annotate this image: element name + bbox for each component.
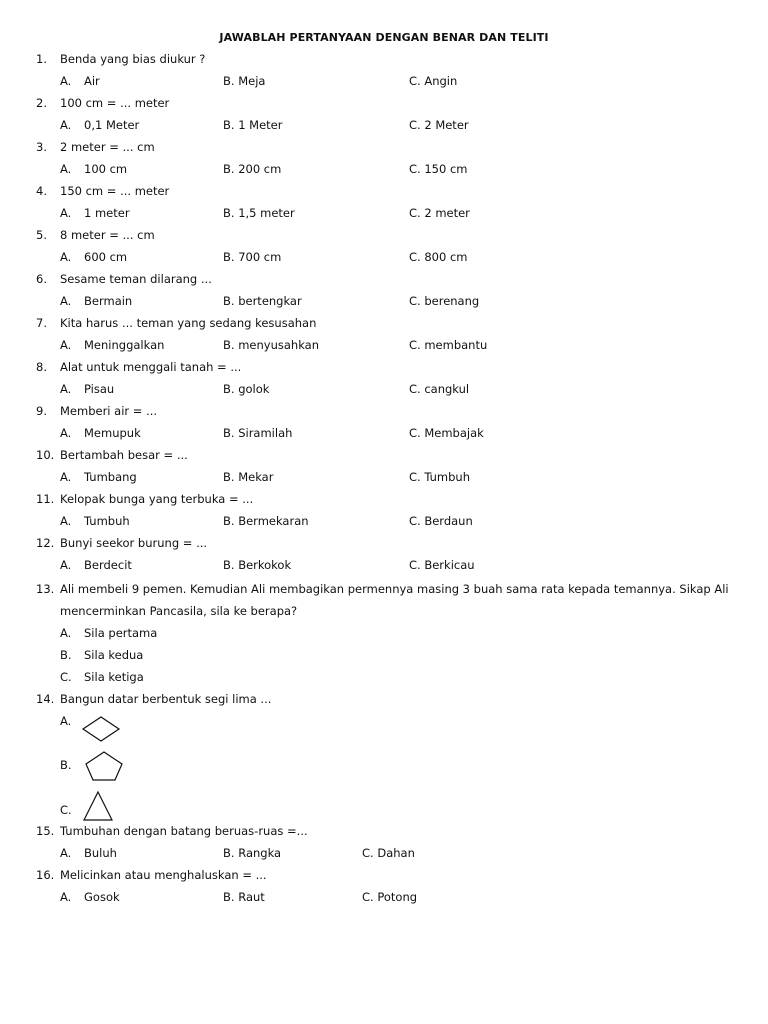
q5-option-a xyxy=(60,248,127,266)
question-text: Bunyi seekor burung = ... xyxy=(60,536,208,550)
question-15 xyxy=(36,822,308,840)
question-text: 2 meter = ... cm xyxy=(60,140,155,154)
q4-options xyxy=(60,204,760,222)
question-text: Bertambah besar = ... xyxy=(60,448,188,462)
q9-option-c: C. Membajak xyxy=(409,426,484,440)
question-text: Ali membeli 9 pemen. Kemudian Ali membagikan permennya masing 3 buah sama rata kepada temannya. Sikap Ali xyxy=(60,582,729,596)
q6-option-a xyxy=(60,292,132,310)
q9-option-a xyxy=(60,424,141,442)
option-label: A. xyxy=(60,626,72,640)
q6-options xyxy=(60,292,760,310)
question-number: 3. xyxy=(36,140,47,154)
option-label: A. xyxy=(60,118,72,132)
q9-options xyxy=(60,424,760,442)
q4-option-c: C. 2 meter xyxy=(409,206,470,220)
question-16 xyxy=(36,866,267,884)
q11-option-c: C. Berdaun xyxy=(409,514,473,528)
q1-option-a xyxy=(60,72,100,90)
q10-options xyxy=(60,468,760,486)
q11-options xyxy=(60,512,760,530)
question-text: Benda yang bias diukur ? xyxy=(60,52,206,66)
question-number: 7. xyxy=(36,316,47,330)
option-label: A. xyxy=(60,162,72,176)
option-label: C. xyxy=(60,670,72,684)
option-label: A. xyxy=(60,74,72,88)
option-text: Air xyxy=(84,74,100,88)
q16-option-b: B. Raut xyxy=(223,890,265,904)
q1-option-b: B. Meja xyxy=(223,74,266,88)
question-13 xyxy=(36,578,736,622)
option-text: Tumbuh xyxy=(84,514,130,528)
question-6 xyxy=(36,270,212,288)
question-number: 16. xyxy=(36,868,55,882)
question-10 xyxy=(36,446,188,464)
q1-options xyxy=(60,72,760,90)
q8-option-a xyxy=(60,380,114,398)
question-number: 4. xyxy=(36,184,47,198)
q3-option-b: B. 200 cm xyxy=(223,162,282,176)
question-12 xyxy=(36,534,207,552)
q12-option-c: C. Berkicau xyxy=(409,558,475,572)
q12-option-a xyxy=(60,556,132,574)
option-text: 100 cm xyxy=(84,162,128,176)
q1-option-c: C. Angin xyxy=(409,74,458,88)
rhombus-icon xyxy=(82,716,120,742)
q16-option-c: C. Potong xyxy=(362,890,418,904)
question-14 xyxy=(36,690,271,708)
triangle-icon xyxy=(83,791,113,821)
q15-option-c: C. Dahan xyxy=(362,846,415,860)
q9-option-b: B. Siramilah xyxy=(223,426,293,440)
option-label: A. xyxy=(60,514,72,528)
question-number: 13. xyxy=(36,582,55,596)
option-label: B. xyxy=(60,648,72,662)
option-label: A. xyxy=(60,250,72,264)
q2-options xyxy=(60,116,760,134)
q7-option-a xyxy=(60,336,164,354)
q3-option-c: C. 150 cm xyxy=(409,162,468,176)
q4-option-b: B. 1,5 meter xyxy=(223,206,295,220)
question-number: 10. xyxy=(36,448,55,462)
option-text: Meninggalkan xyxy=(84,338,165,352)
q13-option-c xyxy=(60,668,144,686)
q5-option-b: B. 700 cm xyxy=(223,250,282,264)
q8-option-b: B. golok xyxy=(223,382,270,396)
question-2 xyxy=(36,94,169,112)
q15-option-a xyxy=(60,844,117,862)
q14-option-c-label: C. xyxy=(60,803,72,817)
question-number: 15. xyxy=(36,824,55,838)
option-text: Bermain xyxy=(84,294,133,308)
option-label: A. xyxy=(60,382,72,396)
option-label: A. xyxy=(60,558,72,572)
q5-options xyxy=(60,248,760,266)
q16-options xyxy=(60,888,760,906)
question-number: 5. xyxy=(36,228,47,242)
question-13-line1 xyxy=(36,578,736,600)
question-9 xyxy=(36,402,157,420)
question-7 xyxy=(36,314,316,332)
option-text: Pisau xyxy=(84,382,115,396)
option-label: A. xyxy=(60,846,72,860)
question-number: 9. xyxy=(36,404,47,418)
option-text: 1 meter xyxy=(84,206,130,220)
question-number: 14. xyxy=(36,692,55,706)
option-label: A. xyxy=(60,206,72,220)
question-text: 150 cm = ... meter xyxy=(60,184,170,198)
q11-option-a xyxy=(60,512,130,530)
option-text: 0,1 Meter xyxy=(84,118,140,132)
q7-option-c: C. membantu xyxy=(409,338,488,352)
pentagon-icon xyxy=(86,751,124,781)
question-text: Bangun datar berbentuk segi lima ... xyxy=(60,692,272,706)
q3-options xyxy=(60,160,760,178)
question-text: Tumbuhan dengan batang beruas-ruas =... xyxy=(60,824,308,838)
question-text: Sesame teman dilarang ... xyxy=(60,272,212,286)
q2-option-a xyxy=(60,116,139,134)
question-text: Kita harus ... teman yang sedang kesusahan xyxy=(60,316,317,330)
option-text: Sila kedua xyxy=(84,648,144,662)
question-text: 100 cm = ... meter xyxy=(60,96,170,110)
q4-option-a xyxy=(60,204,130,222)
option-label: A. xyxy=(60,294,72,308)
question-number: 8. xyxy=(36,360,47,374)
question-text: Melicinkan atau menghaluskan = ... xyxy=(60,868,267,882)
q5-option-c: C. 800 cm xyxy=(409,250,468,264)
q11-option-b: B. Bermekaran xyxy=(223,514,309,528)
q3-option-a xyxy=(60,160,127,178)
question-number: 11. xyxy=(36,492,55,506)
q10-option-b: B. Mekar xyxy=(223,470,274,484)
q12-options xyxy=(60,556,760,574)
option-text: Tumbang xyxy=(84,470,137,484)
question-4 xyxy=(36,182,169,200)
option-text: Berdecit xyxy=(84,558,132,572)
q13-option-a xyxy=(60,624,157,642)
option-label: A. xyxy=(60,338,72,352)
q2-option-c: C. 2 Meter xyxy=(409,118,469,132)
question-3 xyxy=(36,138,155,156)
q15-option-b: B. Rangka xyxy=(223,846,282,860)
q12-option-b: B. Berkokok xyxy=(223,558,292,572)
q14-option-b-label: B. xyxy=(60,758,72,772)
option-text: Sila ketiga xyxy=(84,670,144,684)
q6-option-c: C. berenang xyxy=(409,294,480,308)
option-text: Buluh xyxy=(84,846,117,860)
question-number: 12. xyxy=(36,536,55,550)
q10-option-c: C. Tumbuh xyxy=(409,470,470,484)
question-number: 1. xyxy=(36,52,47,66)
q10-option-a xyxy=(60,468,137,486)
q8-option-c: C. cangkul xyxy=(409,382,470,396)
option-text: Memupuk xyxy=(84,426,141,440)
q8-options xyxy=(60,380,760,398)
q6-option-b: B. bertengkar xyxy=(223,294,302,308)
page-title: JAWABLAH PERTANYAAN DENGAN BENAR DAN TELITI xyxy=(219,31,549,44)
q2-option-b: B. 1 Meter xyxy=(223,118,283,132)
question-1 xyxy=(36,50,205,68)
q14-option-a-label: A. xyxy=(60,714,72,728)
question-5 xyxy=(36,226,155,244)
option-label: A. xyxy=(60,890,72,904)
q16-option-a xyxy=(60,888,120,906)
q15-options xyxy=(60,844,760,862)
option-text: Gosok xyxy=(84,890,120,904)
question-text: 8 meter = ... cm xyxy=(60,228,155,242)
option-label: A. xyxy=(60,426,72,440)
question-8 xyxy=(36,358,241,376)
question-number: 6. xyxy=(36,272,47,286)
q13-option-b xyxy=(60,646,143,664)
question-13-line2: mencerminkan Pancasila, sila ke berapa? xyxy=(60,604,298,618)
option-text: 600 cm xyxy=(84,250,128,264)
option-label: A. xyxy=(60,470,72,484)
question-text: Memberi air = ... xyxy=(60,404,158,418)
q7-options xyxy=(60,336,760,354)
question-text: Kelopak bunga yang terbuka = ... xyxy=(60,492,254,506)
question-11 xyxy=(36,490,253,508)
q7-option-b: B. menyusahkan xyxy=(223,338,319,352)
question-number: 2. xyxy=(36,96,47,110)
option-text: Sila pertama xyxy=(84,626,158,640)
question-text: Alat untuk menggali tanah = ... xyxy=(60,360,242,374)
